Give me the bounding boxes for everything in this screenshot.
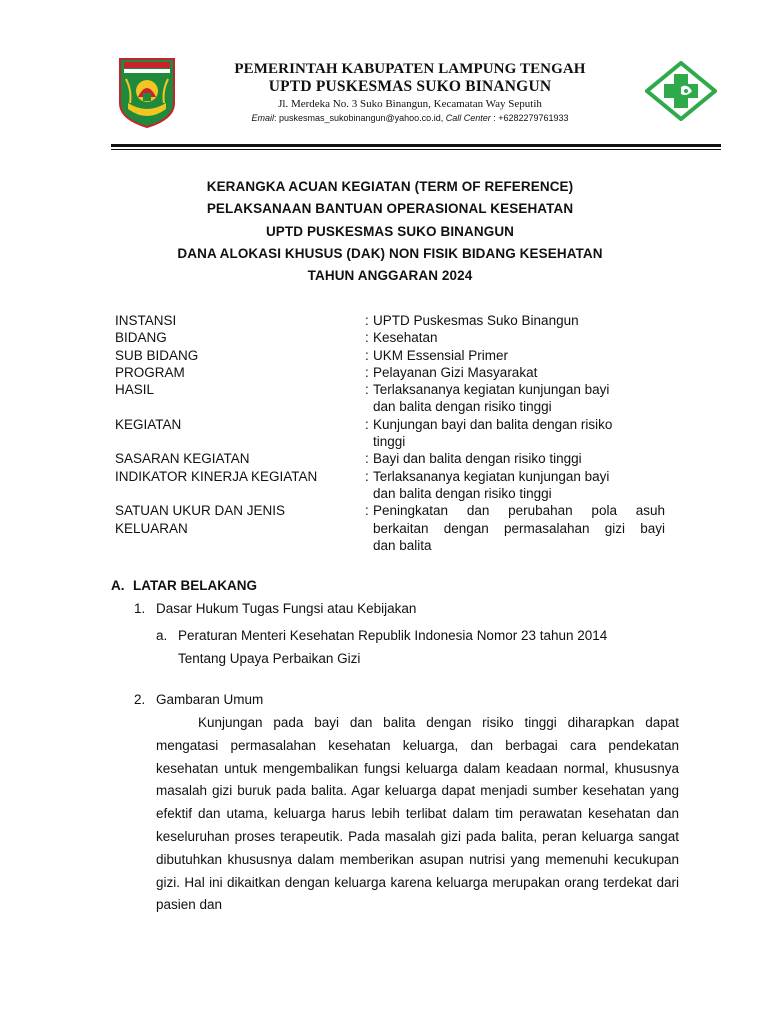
title-line-5: TAHUN ANGGARAN 2024 — [307, 268, 473, 284]
callcenter-value: : +6282279761933 — [490, 113, 569, 123]
email-label: Email — [251, 113, 274, 123]
info-value-line — [373, 520, 665, 537]
info-value-line — [373, 502, 665, 519]
callcenter-label: Call Center — [445, 113, 491, 123]
puskesmas-cross-icon — [645, 61, 717, 121]
info-value-line: Terlaksananya kegiatan kunjungan bayi — [373, 382, 610, 398]
info-value-text: Peningkatan dan perubahan pola asuh — [373, 503, 665, 519]
info-colon: : — [365, 313, 369, 328]
letterhead-rule-thin — [111, 149, 721, 150]
section-title: LATAR BELAKANG — [133, 578, 257, 593]
info-label-line: KELUARAN — [115, 520, 188, 536]
list-item-1a — [156, 624, 676, 670]
info-colon: : — [365, 347, 369, 363]
list-number: 2. — [134, 692, 146, 707]
info-label: BIDANG — [115, 330, 167, 346]
address: Jl. Merdeka No. 3 Suko Binangun, Kecamatan Way Seputih — [278, 98, 542, 110]
info-label: KEGIATAN — [115, 416, 182, 432]
info-colon: : — [365, 503, 369, 519]
info-label-line: SATUAN UKUR DAN JENIS — [115, 503, 286, 519]
info-value — [373, 502, 668, 554]
title-line-2: PELAKSANAAN BANTUAN OPERASIONAL KESEHATAN — [206, 201, 574, 217]
info-colon: : — [365, 468, 369, 484]
title-line-3: UPTD PUSKESMAS SUKO BINANGUN — [265, 223, 515, 239]
info-row-sub-bidang — [115, 347, 675, 364]
list-letter: a. — [156, 628, 168, 643]
info-label — [115, 502, 365, 554]
info-table — [115, 312, 675, 554]
title-line-4: DANA ALOKASI KHUSUS (DAK) NON FISIK BIDANG KESEHATAN — [177, 245, 603, 261]
regency-crest-icon — [118, 57, 176, 129]
info-row-kegiatan — [115, 416, 675, 451]
list-item-2 — [134, 691, 263, 709]
info-value-line: tinggi — [373, 434, 406, 450]
section-number: A. — [111, 578, 125, 593]
info-label: SASARAN KEGIATAN — [115, 451, 250, 467]
info-value — [373, 381, 668, 416]
list-text: Dasar Hukum Tugas Fungsi atau Kebijakan — [156, 601, 417, 616]
info-row-program — [115, 364, 675, 381]
info-colon: : — [365, 416, 369, 432]
info-row-hasil — [115, 381, 675, 416]
info-colon: : — [365, 364, 369, 380]
list-text — [178, 624, 673, 670]
info-value-text: berkaitan dengan permasalahan gizi bayi — [373, 520, 665, 536]
info-value-line: Terlaksananya kegiatan kunjungan bayi — [373, 468, 610, 484]
government-name: PEMERINTAH KABUPATEN LAMPUNG TENGAH — [234, 61, 586, 77]
info-label: HASIL — [115, 382, 155, 398]
document-title — [110, 176, 670, 287]
info-value: UKM Essensial Primer — [373, 347, 509, 363]
info-label: INSTANSI — [115, 313, 177, 328]
section-a-heading — [111, 577, 257, 595]
info-value: Bayi dan balita dengan risiko tinggi — [373, 451, 582, 467]
info-value: Pelayanan Gizi Masyarakat — [373, 364, 538, 380]
contact-line — [180, 112, 640, 125]
institution-name: UPTD PUSKESMAS SUKO BINANGUN — [268, 78, 552, 95]
info-colon: : — [365, 382, 369, 398]
info-label: INDIKATOR KINERJA KEGIATAN — [115, 468, 318, 484]
info-row-instansi — [115, 312, 675, 329]
info-row-satuan — [115, 502, 675, 554]
info-value-line: dan balita dengan risiko tinggi — [373, 485, 552, 501]
letterhead — [180, 60, 640, 125]
list-text-line: Tentang Upaya Perbaikan Gizi — [178, 651, 361, 666]
info-value-line: Kunjungan bayi dan balita dengan risiko — [373, 416, 613, 432]
info-value: UPTD Puskesmas Suko Binangun — [373, 313, 579, 328]
title-line-1: KERANGKA ACUAN KEGIATAN (TERM OF REFERENCE) — [206, 179, 574, 194]
info-value — [373, 468, 668, 503]
list-text-line: Peraturan Menteri Kesehatan Republik Indonesia Nomor 23 tahun 2014 — [178, 628, 608, 643]
info-row-sasaran — [115, 450, 675, 467]
email-value: : puskesmas_sukobinangun@yahoo.co.id, — [273, 113, 446, 123]
info-colon: : — [365, 330, 369, 346]
info-value — [373, 416, 668, 451]
info-value-line: dan balita dengan risiko tinggi — [373, 399, 552, 415]
body-paragraph: Kunjungan pada bayi dan balita dengan risiko tinggi diharapkan dapat mengatasi permasalahan kesehatan keluarga, dan berbagai cara pendekatan kesehatan untuk mengembalikan fungsi keluarga dalam keadaan normal, khususnya masalah gizi buruk pada balita. Agar keluarga dapat menjadi sumber kesehatan yang efektif dan utama, keluarga harus lebih terlibat dalam tim perawatan kesehatan dan keseluruhan proses terapeutik. Pada masalah gizi pada balita, peran keluarga sangat dibutuhkan khususnya dalam memberikan asupan nutrisi yang memenuhi kecukupan gizi. Hal ini dikaitkan dengan keluarga karena keluarga merupakan orang terdekat dari pasien dan — [156, 715, 679, 913]
info-row-indikator — [115, 468, 675, 503]
info-colon: : — [365, 451, 369, 467]
letterhead-rule-thick — [111, 144, 721, 147]
info-label: PROGRAM — [115, 364, 185, 380]
list-text: Gambaran Umum — [156, 692, 264, 707]
list-item-1 — [134, 600, 416, 618]
info-label: SUB BIDANG — [115, 347, 199, 363]
info-value: Kesehatan — [373, 330, 438, 346]
list-number: 1. — [134, 601, 146, 616]
info-value-line: dan balita — [373, 537, 432, 553]
info-row-bidang — [115, 329, 675, 346]
